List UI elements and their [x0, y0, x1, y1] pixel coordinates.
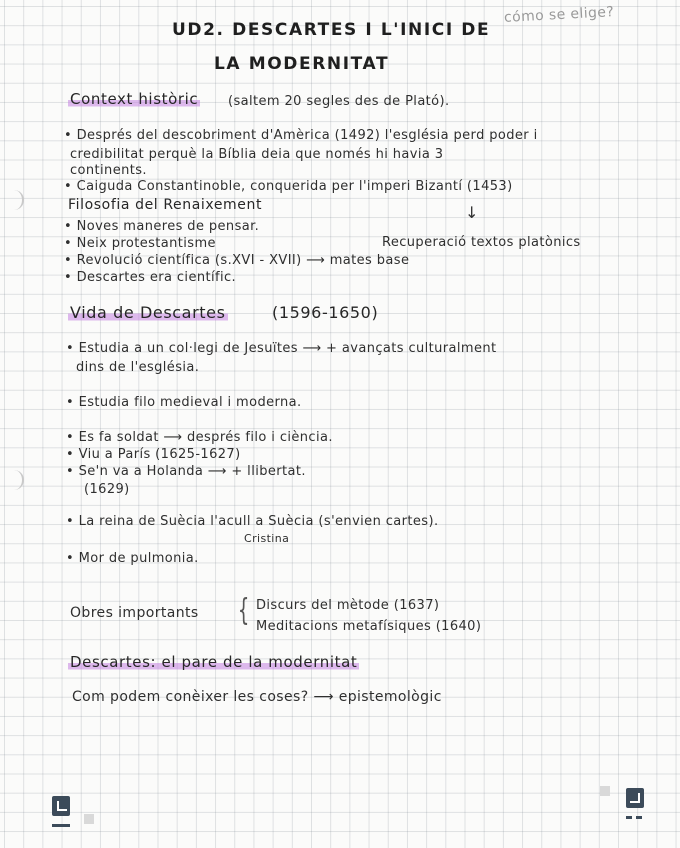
context-line: • Caiguda Constantinoble, conquerida per l'imperi Bizantí (1453): [64, 179, 513, 194]
renaissance-line: • Noves maneres de pensar.: [64, 219, 260, 234]
life-line: (1629): [84, 482, 130, 497]
brace-icon: {: [237, 593, 250, 628]
context-line: credibilitat perquè la Bíblia deia que només hi havia 3: [70, 147, 444, 162]
logo-bar: [626, 816, 632, 819]
life-line: • Es fa soldat ⟶ després filo i ciència.: [66, 430, 333, 445]
section-heading-context: [68, 92, 200, 107]
context-note: (saltem 20 segles des de Plató).: [228, 94, 450, 109]
life-line: dins de l'església.: [76, 360, 200, 375]
life-line: • Estudia filo medieval i moderna.: [66, 395, 302, 410]
renaissance-heading: Filosofia del Renaixement: [68, 197, 263, 213]
renaissance-line: • Descartes era científic.: [64, 270, 237, 285]
corner-square: [84, 814, 94, 824]
life-line: • Se'n va a Holanda ⟶ + llibertat.: [66, 464, 306, 479]
highlighted-heading: Context històric: [70, 90, 199, 108]
works-label: Obres importants: [70, 605, 199, 621]
section-heading-life: [68, 305, 228, 321]
notebook-logo-icon: [52, 796, 70, 816]
life-line: • Viu a París (1625-1627): [66, 447, 241, 462]
works-item: Meditacions metafísiques (1640): [256, 619, 482, 634]
page-title-line-1: [172, 22, 490, 39]
binder-hole: [12, 470, 24, 490]
page-title-line-2: LA MODERNITAT: [214, 54, 390, 74]
context-line: • Després del descobriment d'Amèrica (1492) l'església perd poder i: [64, 128, 538, 143]
life-years: (1596-1650): [272, 303, 379, 322]
corner-square: [600, 786, 610, 796]
life-line: • Estudia a un col·legi de Jesuïtes ⟶ + avançats culturalment: [66, 341, 497, 356]
context-line: continents.: [70, 163, 147, 178]
recovery-note: Recuperació textos platònics: [382, 235, 581, 250]
logo-bar: [636, 816, 642, 819]
queen-name: Cristina: [244, 532, 290, 545]
notebook-logo-icon: [626, 788, 644, 808]
binder-hole: [12, 190, 24, 210]
highlighted-heading: Descartes: el pare de la modernitat: [70, 653, 358, 671]
section-heading-modernity: [68, 655, 359, 670]
renaissance-line: • Revolució científica (s.XVI - XVII) ⟶ mates base: [64, 253, 410, 268]
highlighted-heading: Vida de Descartes: [70, 303, 226, 322]
modernity-question: Com podem conèixer les coses? ⟶ epistemològic: [72, 689, 442, 705]
margin-note: cómo se elige?: [503, 4, 615, 26]
life-line: • La reina de Suècia l'acull a Suècia (s'envien cartes).: [66, 514, 439, 529]
life-line: • Mor de pulmonia.: [66, 551, 199, 566]
logo-bar: [52, 824, 70, 827]
page-title-main: UD2. DESCARTES I L'INICI DE: [172, 20, 491, 40]
works-item: Discurs del mètode (1637): [256, 598, 440, 613]
down-arrow: ↓: [465, 203, 479, 222]
renaissance-line: • Neix protestantisme: [64, 236, 216, 251]
